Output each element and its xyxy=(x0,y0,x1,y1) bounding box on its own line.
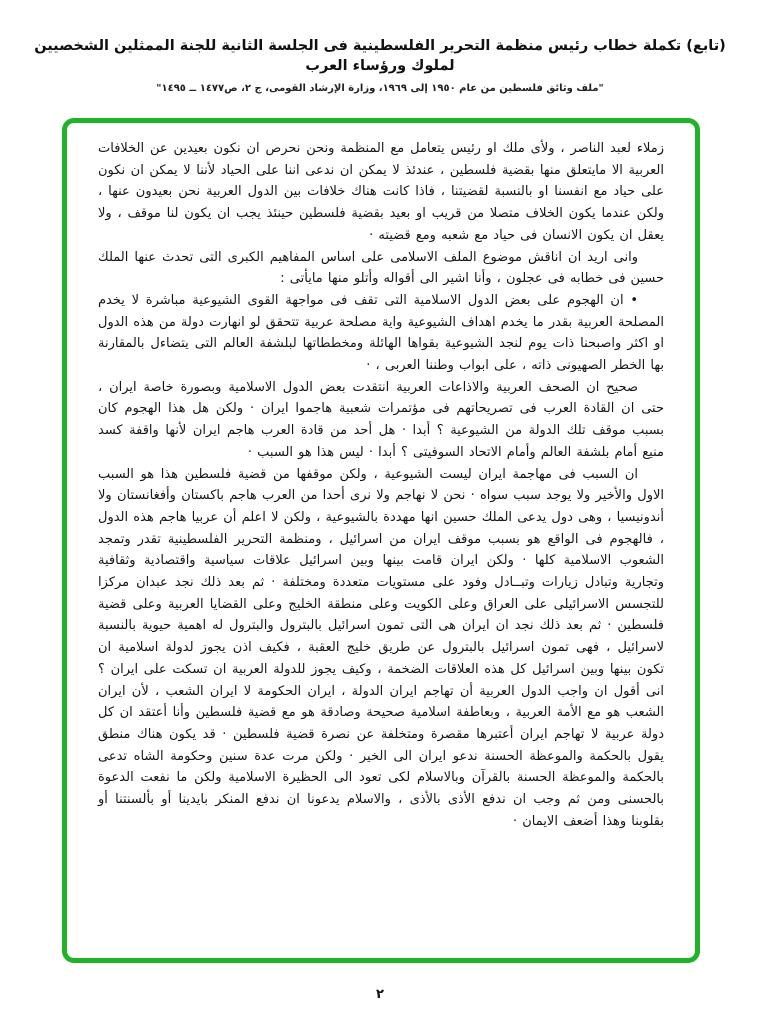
page-number: ٢ xyxy=(376,987,384,1002)
paragraph: • ان الهجوم على بعض الدول الاسلامية التى تقف فى مواجهة القوى الشيوعية مباشرة لا يخدم المصلحة العربية بقدر ما يخدم اهداف الشيوعية واية مصلحة عربية تتحقق لو انهارت دولة من هذه الدول او اكثر واصبحنا ذات يوم لنجد الشيوعية بقواها الهائلة ومخططاتها لبلشفة العالم التى يتضاءل بالمقارنة بها الخطر الصهيونى ذاته ، على ابواب وطننا العربى ، · xyxy=(98,292,664,374)
document-body xyxy=(98,138,664,833)
page-title: (تابع) تكملة خطاب رئيس منظمة التحرير الفلسطينية فى الجلسة الثانية للجنة الممثلين الشخصيين لملوك ورؤساء العرب xyxy=(34,38,726,75)
paragraph: صحيح ان الصحف العربية والاذاعات العربية انتقدت بعض الدول الاسلامية وبصورة خاصة ايران ، حتى ان القادة العرب فى تصريحاتهم فى مؤتمرات شعبية هاجموا ايران · ولكن هل هذا الهجوم كان بسبب موقف تلك الدولة من الشيوعية ؟ أبدا · هل أحد من قادة العرب هاجم ايران لأنها واقفة كسد منيع أمام بلشفة العالم وأمام الاتحاد السوفيتى ؟ أبدا · ليس هذا هو السبب · xyxy=(98,379,664,460)
source-citation: "ملف وثائق فلسطين من عام ١٩٥٠ إلى ١٩٦٩، وزارة الإرشاد القومى، ج ٢، ص١٤٧٧ ــ ١٤٩٥" xyxy=(156,82,604,94)
document-header xyxy=(20,36,740,94)
green-border-frame xyxy=(62,118,700,963)
paragraph: ان السبب فى مهاجمة ايران ليست الشيوعية ، ولكن موقفها من قضية فلسطين هذا هو السبب الاول والأخير ولا يوجد سبب سواه · نحن لا نهاجم ولا نرى أحدا من العرب هاجم باكستان وأفغانستان ولا أندونيسيا ، وهى دول يدعى الملك حسين انها مهددة بالشيوعية ، ولكن لا اعلم أن عربيا هاجم هذه الدول ، فالهجوم فى الواقع هو بسبب موقف ايران من اسرائيل ، ومنظمة التحرير الفلسطينية تقدر وتمجد الشعوب الاسلامية كلها · ولكن ايران قامت بينها وبين اسرائيل علاقات سياسية واقتصادية وثقافية وتجارية وتبادل زيارات وتبــادل وفود على مستويات متعددة ومختلفة · ثم بعد ذلك نجد عبدان مركزا للتجسس الاسرائيلى على العراق وعلى الكويت وعلى منطقة الخليج وعلى القضايا العربية وعلى قضية فلسطين · ثم بعد ذلك نجد ان ايران هى التى تمون اسرائيل بالبترول والبترول له اهمية حيوية بالنسبة لاسرائيل ، فهى تمون اسرائيل بالبترول عن طريق خليج العقبة ، فكيف اذن يجوز لدولة اسلامية ان تكون بينها وبين اسرائيل كل هذه العلاقات الضخمة ، وكيف يجوز للدولة العربية ان تسكت على ايران ؟ انى أقول ان واجب الدول العربية أن تهاجم ايران الدولة ، ايران الحكومة لا ايران الشعب ، لأن ايران الشعب هو مع الأمة العربية ، وبعاطفة اسلامية صحيحة وصادقة هو مع قضية فلسطين وأنا أعتقد ان كل دولة عربية لا تهاجم ايران أعتبرها مقصرة ومتخلفة عن نصرة قضية فلسطين · قد يكون هناك منطق يقول بالحكمة والموعظة الحسنة ندعو ايران الى الخير · ولكن مرت عدة سنين وحكومة الشاه تدعى بالحكمة والموعظة الحسنة بالقرآن وبالاسلام لكى تعود الى الحظيرة الاسلامية ولكن ما نفعت الدعوة بالحسنى ومن ثم وجب ان ندفع الأذى بالأذى ، والاسلام يدعونا ان ندفع المنكر بايدينا أو بألسنتنا أو بقلوبنا وهذا أضعف الايمان · xyxy=(98,466,664,829)
paragraph: وانى اريد ان اناقش موضوع الملف الاسلامى على اساس المفاهيم الكبرى التى تحدث عنها الملك حسين فى خطابه فى عجلون ، وأنا اشير الى أقواله وأتلو منها مايأتى : xyxy=(98,249,664,287)
paragraph: زملاء لعبد الناصر ، ولأى ملك او رئيس يتعامل مع المنظمة ونحن نحرص ان نكون بعيدين عن الخلافات العربية الا مايتعلق منها بقضية فلسطين ، عندئذ لا يمكن ان ندعى اننا على الحياد لأننا لا يمكن ان نكون على حياد مع انفسنا او بالنسبة لقضيتنا ، فاذا كانت هناك خلافات بين الدول العربية نحن بعيدون عنها ، ولكن عندما يكون الخلاف متصلا من قريب او بعيد بقضية فلسطين حينئذ يجب ان يكون لنا موقف ، ولا يعقل ان يكون الانسان فى حياد مع شعبه ومع قضيته · xyxy=(98,141,664,243)
